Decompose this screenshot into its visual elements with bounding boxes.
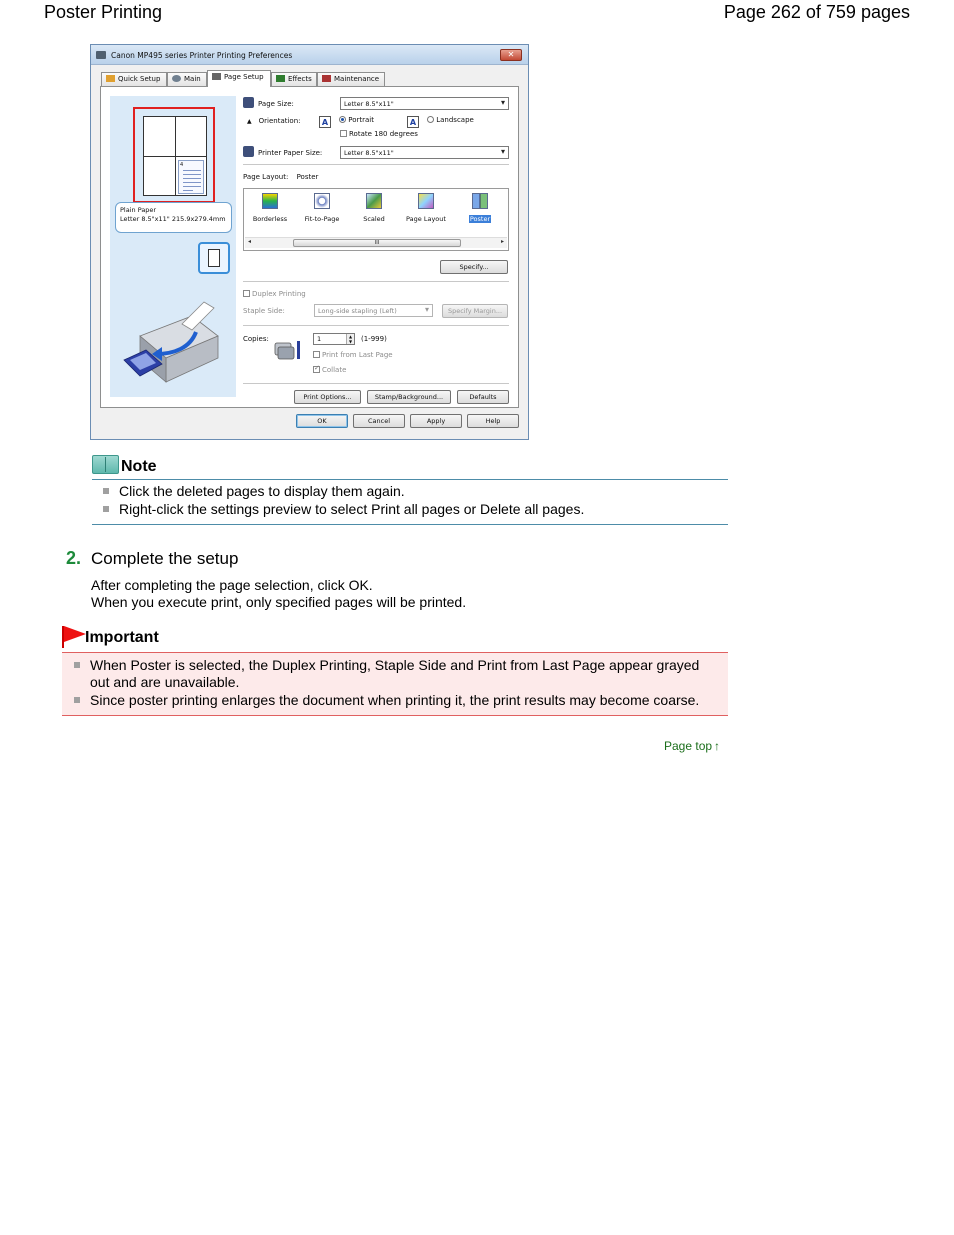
tab-page-setup[interactable]: Page Setup	[207, 70, 271, 87]
poster-sheet[interactable]	[143, 116, 207, 196]
print-options-button[interactable]: Print Options...	[294, 390, 361, 404]
note-top-rule	[92, 479, 728, 480]
help-button[interactable]: Help	[467, 414, 519, 428]
effects-icon	[276, 75, 285, 82]
page-setup-icon	[212, 73, 221, 80]
page-size-select[interactable]: Letter 8.5"x11" ▾	[340, 97, 509, 110]
note-bottom-rule	[92, 524, 728, 525]
printer-paper-size-select[interactable]: Letter 8.5"x11" ▾	[340, 146, 509, 159]
page-counter: Page 262 of 759 pages	[723, 2, 910, 22]
rotate-180-label: Rotate 180 degrees	[349, 130, 418, 138]
step-number: 2.	[66, 548, 82, 568]
landscape-radio[interactable]	[427, 116, 434, 123]
main-icon	[172, 75, 181, 82]
staple-side-select[interactable]: Long-side stapling (Left) ▾	[314, 304, 433, 317]
collate-label: Collate	[322, 366, 347, 374]
up-arrow-icon: ↑	[714, 739, 721, 753]
page-number: 4	[180, 162, 184, 168]
page-setup-panel	[100, 86, 519, 408]
selected-poster-page[interactable]	[178, 160, 204, 194]
staple-side-label: Staple Side:	[243, 307, 285, 315]
maintenance-icon	[322, 75, 331, 82]
settings-preview[interactable]	[110, 96, 236, 397]
bullet-icon	[74, 662, 80, 668]
page-layout-list	[243, 188, 509, 251]
bullet-icon	[103, 488, 109, 494]
fit-to-page-icon	[314, 193, 330, 209]
tab-maintenance[interactable]: Maintenance	[317, 72, 385, 86]
landscape-icon: A	[407, 116, 419, 128]
dialog-title: Canon MP495 series Printer Printing Preferences	[111, 51, 293, 60]
note-item: Right-click the settings preview to select Print all pages or Delete all pages.	[119, 501, 584, 518]
printer-paper-size-icon	[243, 146, 254, 157]
print-from-last-page-label: Print from Last Page	[322, 351, 393, 359]
portrait-icon: A	[319, 116, 331, 128]
copies-label: Copies:	[243, 335, 269, 343]
close-button[interactable]: ✕	[500, 49, 522, 61]
printing-preferences-dialog	[90, 44, 529, 440]
important-heading: Important	[62, 626, 159, 647]
print-from-last-page-checkbox[interactable]	[313, 351, 320, 358]
bullet-icon	[103, 506, 109, 512]
scroll-right-arrow-icon[interactable]: ▸	[500, 238, 504, 245]
copies-spinner-icon[interactable]: ▲ ▼	[346, 334, 354, 344]
tab-main[interactable]: Main	[167, 72, 207, 86]
divider	[243, 383, 509, 384]
portrait-label: Portrait	[348, 116, 374, 124]
specify-button[interactable]: Specify...	[440, 260, 508, 274]
note-heading: Note	[92, 455, 157, 476]
page-size-label: Page Size:	[258, 100, 294, 108]
scaled-icon	[366, 193, 382, 209]
poster-icon	[472, 193, 488, 209]
printer-paper-size-label: Printer Paper Size:	[258, 149, 323, 157]
printer-icon	[96, 51, 106, 59]
portrait-radio[interactable]	[339, 116, 346, 123]
important-bottom-rule	[62, 715, 728, 716]
scroll-thumb[interactable]: III	[293, 239, 461, 247]
note-item: Click the deleted pages to display them again.	[119, 483, 405, 500]
layout-borderless[interactable]: Borderless	[244, 193, 296, 223]
stamp-background-button[interactable]: Stamp/Background...	[367, 390, 451, 404]
portrait-orientation-icon	[198, 242, 230, 274]
preview-selection-frame	[133, 107, 215, 203]
landscape-label: Landscape	[436, 116, 474, 124]
layout-fit-to-page[interactable]: Fit-to-Page	[296, 193, 348, 223]
important-item: When Poster is selected, the Duplex Printing, Staple Side and Print from Last Page appear grayed out and are unavailable.	[90, 657, 720, 691]
bullet-icon	[74, 697, 80, 703]
divider	[243, 164, 509, 165]
copies-stack-icon	[273, 339, 303, 363]
rotate-180-checkbox[interactable]	[340, 130, 347, 137]
divider	[243, 325, 509, 326]
tab-effects[interactable]: Effects	[271, 72, 317, 86]
step-title: Complete the setup	[91, 549, 239, 568]
duplex-printing-checkbox[interactable]	[243, 290, 250, 297]
important-top-rule	[62, 652, 728, 653]
divider	[243, 281, 509, 282]
copies-input[interactable]: 1 ▲ ▼	[313, 333, 355, 345]
layout-poster[interactable]: Poster	[454, 193, 506, 223]
paper-info: Plain Paper Letter 8.5"x11" 215.9x279.4mm	[115, 202, 232, 233]
specify-margin-button[interactable]: Specify Margin...	[442, 304, 508, 318]
orientation-label: Orientation:	[258, 117, 301, 125]
quick-setup-icon	[106, 75, 115, 82]
collate-checkbox[interactable]	[313, 366, 320, 373]
page-size-icon	[243, 97, 254, 108]
layout-scrollbar[interactable]	[245, 237, 507, 248]
dialog-titlebar	[91, 45, 528, 65]
flag-icon	[62, 626, 85, 644]
apply-button[interactable]: Apply	[410, 414, 462, 428]
page-layout-label: Page Layout:	[243, 173, 289, 181]
borderless-icon	[262, 193, 278, 209]
page-top-link[interactable]: Page top ↑	[664, 739, 721, 753]
step-body: After completing the page selection, click OK. When you execute print, only specified pages will be printed.	[91, 577, 467, 610]
page-layout-icon	[418, 193, 434, 209]
ok-button[interactable]: OK	[296, 414, 348, 428]
cancel-button[interactable]: Cancel	[353, 414, 405, 428]
orientation-bullet-icon: ▲	[247, 118, 252, 125]
page-title: Poster Printing	[44, 2, 163, 22]
important-item: Since poster printing enlarges the document when printing it, the print results may become coarse.	[90, 692, 720, 709]
layout-scaled[interactable]: Scaled	[348, 193, 400, 223]
book-icon	[92, 455, 119, 474]
tab-quick-setup[interactable]: Quick Setup	[101, 72, 167, 86]
settings-area	[243, 87, 513, 407]
duplex-printing-label: Duplex Printing	[252, 290, 306, 298]
copies-range: (1-999)	[361, 335, 387, 343]
page-layout-value: Poster	[296, 173, 319, 181]
defaults-button[interactable]: Defaults	[457, 390, 509, 404]
layout-page-layout[interactable]: Page Layout	[400, 193, 452, 223]
printer-illustration	[122, 296, 222, 386]
scroll-left-arrow-icon[interactable]: ◂	[248, 238, 252, 245]
